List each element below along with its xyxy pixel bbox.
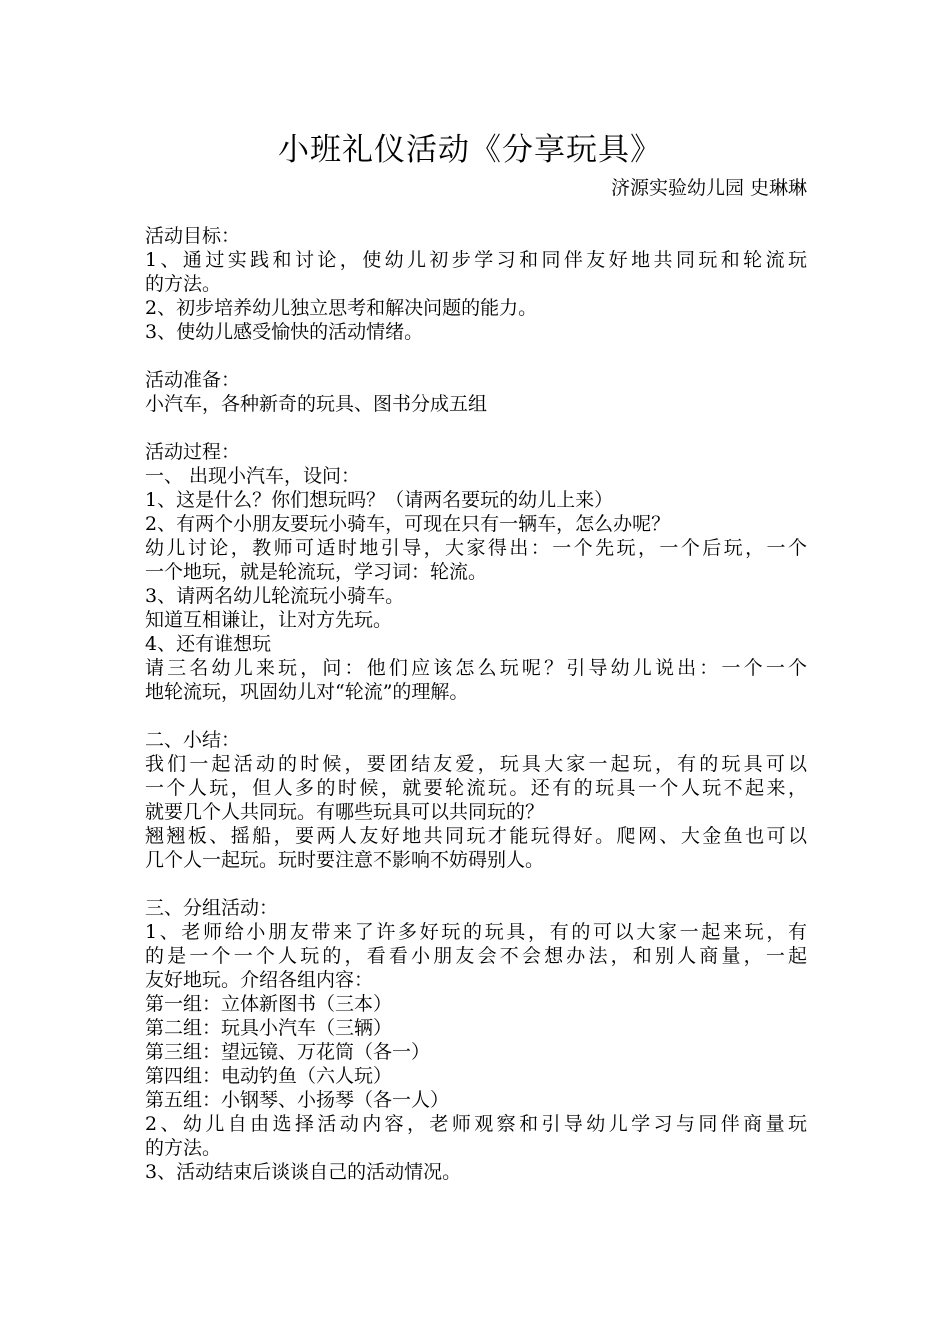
text-line: 三、分组活动：: [145, 897, 279, 919]
blank-line: [145, 344, 807, 368]
text-line: 一个地玩，就是轮流玩，学习词：轮流。: [145, 561, 488, 583]
text-line: 活动目标：: [145, 225, 241, 247]
text-line: 1、通过实践和讨论，使幼儿初步学习和同伴友好地共同玩和轮流玩: [145, 249, 807, 271]
text-line: 第二组：玩具小汽车（三辆）: [145, 1017, 393, 1039]
text-line: 的是一个一个人玩的，看看小朋友会不会想办法，和别人商量，一起: [145, 945, 807, 967]
text-line: 一、 出现小汽车，设问：: [145, 465, 361, 487]
text-line: 第三组：望远镜、万花筒（各一）: [145, 1041, 431, 1063]
text-line: 1、老师给小朋友带来了许多好玩的玩具，有的可以大家一起来玩，有: [145, 921, 807, 943]
text-line: 2、幼儿自由选择活动内容，老师观察和引导幼儿学习与同伴商量玩: [145, 1113, 807, 1135]
text-line: 知道互相谦让，让对方先玩。: [145, 609, 393, 631]
text-line: 就要几个人共同玩。有哪些玩具可以共同玩的？: [145, 801, 545, 823]
author-line: 济源实验幼儿园 史琳琳: [610, 177, 807, 199]
text-line: 第五组：小钢琴、小扬琴（各一人）: [145, 1089, 450, 1111]
text-line: 我们一起活动的时候，要团结友爱，玩具大家一起玩，有的玩具可以: [145, 753, 807, 775]
text-line: 3、请两名幼儿轮流玩小骑车。: [145, 585, 405, 607]
text-line: 的方法。: [145, 273, 222, 295]
blank-line: [145, 704, 807, 728]
page-title: 小班礼仪活动《分享玩具》: [278, 132, 662, 168]
text-line: 请三名幼儿来玩，问：他们应该怎么玩呢？引导幼儿说出：一个一个: [145, 657, 807, 679]
text-line: 幼儿讨论，教师可适时地引导，大家得出：一个先玩，一个后玩，一个: [145, 537, 807, 559]
text-line: 翘翘板、摇船，要两人友好地共同玩才能玩得好。爬网、大金鱼也可以: [145, 825, 807, 847]
text-line: 一个人玩，但人多的时候，就要轮流玩。还有的玩具一个人玩不起来，: [145, 777, 807, 799]
text-line: 小汽车，各种新奇的玩具、图书分成五组: [145, 393, 488, 415]
text-line: 4、还有谁想玩: [145, 633, 272, 655]
text-line: 地轮流玩，巩固幼儿对“轮流”的理解。: [145, 681, 469, 703]
text-line: 2、有两个小朋友要玩小骑车，可现在只有一辆车，怎么办呢？: [145, 513, 671, 535]
blank-line: [145, 416, 807, 440]
blank-line: [145, 872, 807, 896]
text-line: 3、活动结束后谈谈自己的活动情况。: [145, 1161, 462, 1183]
text-line: 友好地玩。介绍各组内容：: [145, 969, 374, 991]
text-line: 的方法。: [145, 1137, 222, 1159]
text-line: 第一组：立体新图书（三本）: [145, 993, 393, 1015]
text-line: 活动过程：: [145, 441, 241, 463]
text-line: 几个人一起玩。玩时要注意不影响不妨碍别人。: [145, 849, 545, 871]
text-line: 2、初步培养幼儿独立思考和解决问题的能力。: [145, 297, 538, 319]
document-body: [145, 224, 807, 1184]
text-line: 活动准备：: [145, 369, 241, 391]
text-line: 二、小结：: [145, 729, 241, 751]
text-line: 1、这是什么？你们想玩吗？（请两名要玩的幼儿上来）: [145, 489, 614, 511]
text-line: 第四组：电动钓鱼（六人玩）: [145, 1065, 393, 1087]
text-line: 3、使幼儿感受愉快的活动情绪。: [145, 321, 424, 343]
